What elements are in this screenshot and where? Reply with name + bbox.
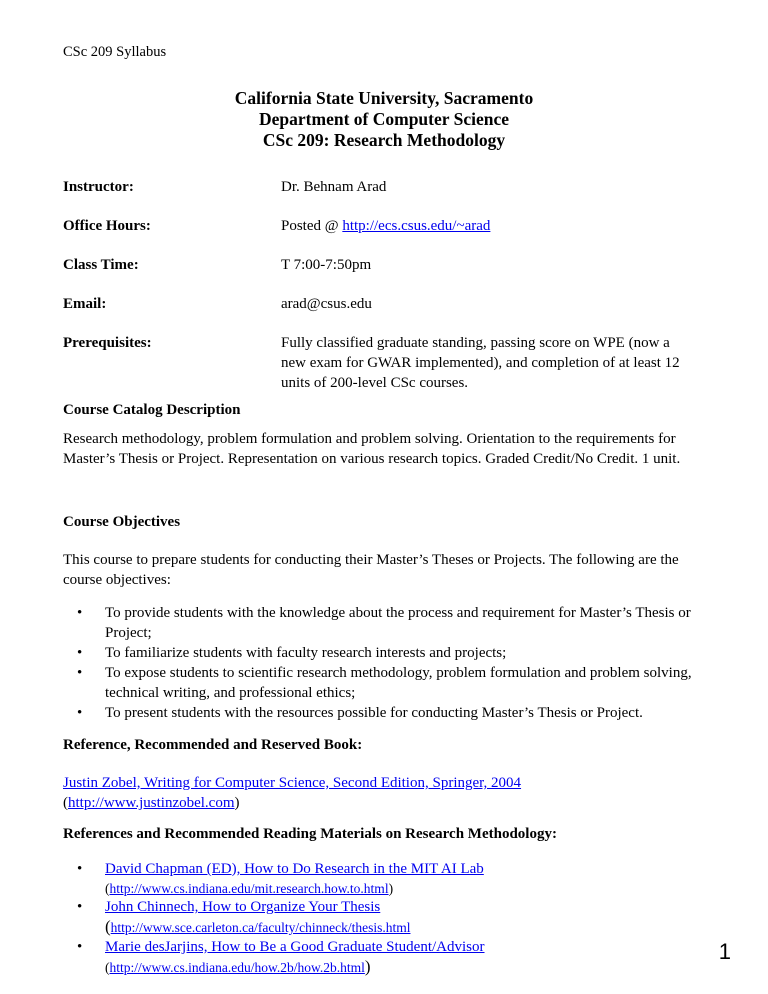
list-item: [63, 703, 723, 723]
office-hours-link[interactable]: http://ecs.csus.edu/~arad: [342, 218, 491, 234]
list-item: [63, 898, 723, 938]
class-time-value: T 7:00-7:50pm: [281, 257, 372, 273]
instructor-label: Instructor:: [63, 179, 134, 195]
objective-text: To expose students to scientific research methodology, problem formulation and problem solving, technical writing, and professional ethics;: [105, 665, 692, 701]
objectives-heading: Course Objectives: [63, 514, 181, 530]
bullet-icon: •: [77, 861, 83, 877]
running-header: CSc 209 Syllabus: [63, 44, 167, 60]
bullet-icon: •: [77, 899, 83, 915]
list-item: [63, 603, 723, 643]
page-number: 1: [718, 939, 731, 964]
list-item: [63, 663, 723, 703]
paren-close: ): [234, 795, 240, 811]
bullet-icon: •: [77, 939, 83, 955]
reading-list: [63, 860, 723, 977]
instructor-value: Dr. Behnam Arad: [281, 179, 387, 195]
prerequisites-label: Prerequisites:: [63, 335, 152, 351]
reading-link-chinnech[interactable]: John Chinnech, How to Organize Your Thesis: [105, 899, 381, 915]
reading-url-chinnech[interactable]: http://www.sce.carleton.ca/faculty/chinneck/thesis.html: [110, 920, 411, 935]
list-item: [63, 643, 723, 663]
title-department: Department of Computer Science: [259, 109, 509, 129]
objectives-list: [63, 603, 723, 723]
reading-heading: References and Recommended Reading Materials on Research Methodology:: [63, 826, 557, 842]
bullet-icon: •: [77, 605, 83, 621]
title-course: CSc 209: Research Methodology: [262, 130, 506, 150]
reference-book-url[interactable]: http://www.justinzobel.com: [68, 795, 235, 811]
catalog-heading: Course Catalog Description: [63, 402, 241, 418]
paren-open: (: [105, 881, 110, 896]
document-title: [0, 88, 768, 151]
email-label: Email:: [63, 296, 107, 312]
prerequisites-value: Fully classified graduate standing, passing score on WPE (now a new exam for GWAR implemented), and completion of at least 12 units of 200-level CSc courses.: [281, 335, 680, 391]
bullet-icon: •: [77, 705, 83, 721]
email-value: arad@csus.edu: [281, 296, 372, 312]
paren-open: (: [105, 960, 110, 975]
reading-url-chapman[interactable]: http://www.cs.indiana.edu/mit.research.how.to.html: [109, 881, 389, 896]
reading-link-chapman[interactable]: David Chapman (ED), How to Do Research in the MIT AI Lab: [105, 861, 484, 877]
paren-close: ): [364, 957, 371, 976]
reference-book-heading: Reference, Recommended and Reserved Book:: [63, 737, 363, 753]
class-time-label: Class Time:: [63, 257, 139, 273]
paren-open: (: [63, 795, 68, 811]
office-hours-prefix: Posted @: [281, 218, 343, 234]
reading-url-desjarjins[interactable]: http://www.cs.indiana.edu/how.2b/how.2b.html: [109, 960, 365, 975]
objective-text: To provide students with the knowledge about the process and requirement for Master’s Thesis or Project;: [105, 605, 691, 641]
list-item: [63, 938, 723, 977]
reading-link-desjarjins[interactable]: Marie desJarjins, How to Be a Good Graduate Student/Advisor: [105, 939, 485, 955]
objective-text: To present students with the resources possible for conducting Master’s Thesis or Project.: [105, 705, 643, 721]
list-item: [63, 860, 723, 898]
objective-text: To familiarize students with faculty research interests and projects;: [105, 645, 507, 661]
office-hours-value: [281, 216, 681, 236]
office-hours-label: Office Hours:: [63, 218, 151, 234]
bullet-icon: •: [77, 665, 83, 681]
objectives-intro: This course to prepare students for conducting their Master’s Theses or Projects. The following are the course objectives:: [63, 552, 679, 588]
paren-close: ): [388, 881, 394, 896]
reference-book-link[interactable]: Justin Zobel, Writing for Computer Science, Second Edition, Springer, 2004: [63, 775, 522, 791]
reference-book-entry: [63, 773, 713, 813]
bullet-icon: •: [77, 645, 83, 661]
title-university: California State University, Sacramento: [234, 88, 534, 108]
paren-open: (: [105, 917, 111, 936]
catalog-text: Research methodology, problem formulation and problem solving. Orientation to the requirements for Master’s Thesis or Project. Representation on various research topics. Graded Credit/No Credit. 1 unit.: [63, 431, 681, 467]
